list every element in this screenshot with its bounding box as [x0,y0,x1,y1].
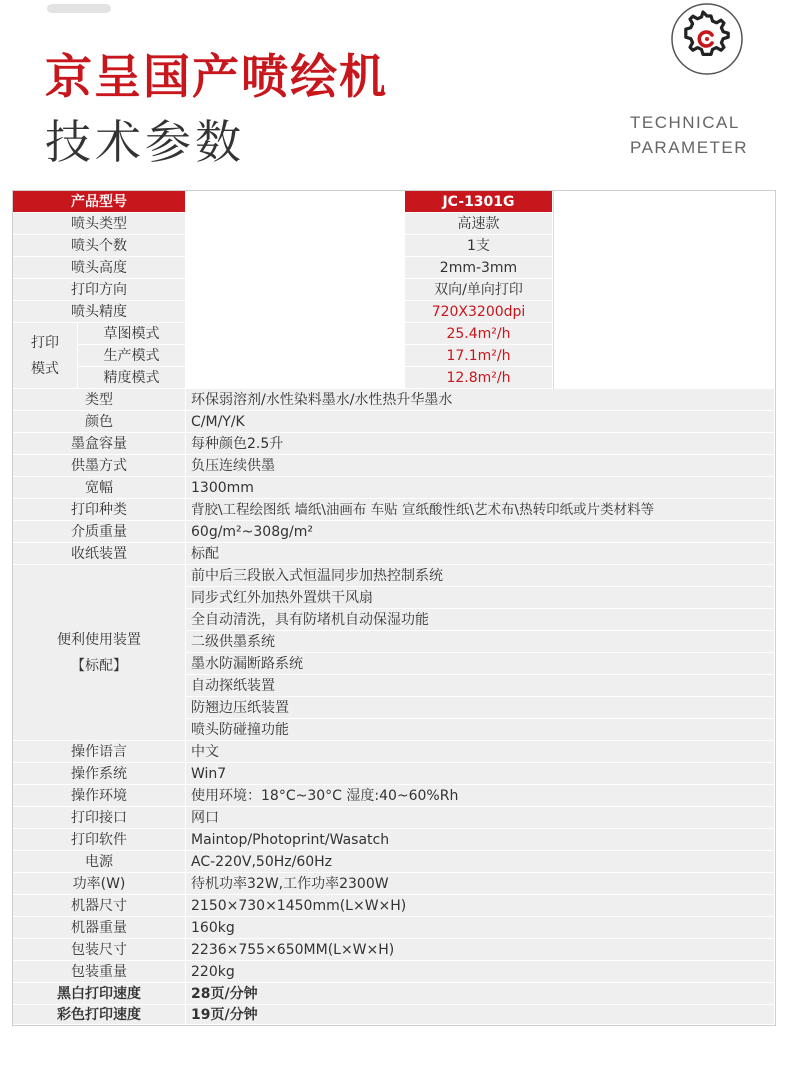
convenience-item: 防翘边压纸装置 [186,697,775,719]
spec-value: 负压连续供墨 [186,455,775,477]
spec-label: 收纸装置 [13,543,186,565]
speed-value: 19页/分钟 [186,1005,775,1025]
spec-label: 打印软件 [13,829,186,851]
spec-label: 包装尺寸 [13,939,186,961]
print-mode-label: 精度模式 [78,367,186,389]
spec-label: 打印种类 [13,499,186,521]
spec-label: 打印接口 [13,807,186,829]
spec-label: 供墨方式 [13,455,186,477]
spec-label: 喷头类型 [13,213,186,235]
top-scroll-bar [47,4,111,13]
spec-label: 宽幅 [13,477,186,499]
spec-value: 背胶\工程绘图纸 墙纸\油画布 车贴 宣纸酸性纸\艺术布\热转印纸或片类材料等 [186,499,775,521]
page-subtitle: 技术参数 [45,115,245,169]
print-mode-label: 生产模式 [78,345,186,367]
spec-label: 机器重量 [13,917,186,939]
convenience-item: 喷头防碰撞功能 [186,719,775,741]
spec-label: 操作系统 [13,763,186,785]
spec-label: 功率(W) [13,873,186,895]
spec-value: 1300mm [186,477,775,499]
convenience-item: 前中后三段嵌入式恒温同步加热控制系统 [186,565,775,587]
spec-value: 1支 [405,235,553,257]
spec-value: 160kg [186,917,775,939]
gear-logo-icon [671,3,743,75]
spec-value: 2150×730×1450mm(L×W×H) [186,895,775,917]
convenience-item: 同步式红外加热外置烘干风扇 [186,587,775,609]
convenience-item: 二级供墨系统 [186,631,775,653]
convenience-item: 自动探纸装置 [186,675,775,697]
spec-label: 电源 [13,851,186,873]
spec-value: Win7 [186,763,775,785]
spec-value: 2mm-3mm [405,257,553,279]
spec-value: 每种颜色2.5升 [186,433,775,455]
spec-value: 待机功率32W,工作功率2300W [186,873,775,895]
spec-value: 高速款 [405,213,553,235]
spec-value: 2236×755×650MM(L×W×H) [186,939,775,961]
spec-value: 网口 [186,807,775,829]
spec-label: 类型 [13,389,186,411]
spec-label: 操作语言 [13,741,186,763]
spec-value: Maintop/Photoprint/Wasatch [186,829,775,851]
print-mode-value: 12.8m²/h [405,367,553,389]
speed-value: 28页/分钟 [186,983,775,1005]
spec-label: 包装重量 [13,961,186,983]
spec-table [12,190,776,1026]
print-mode-value: 17.1m²/h [405,345,553,367]
print-mode-label: 草图模式 [78,323,186,345]
convenience-item: 全自动清洗，具有防堵机自动保湿功能 [186,609,775,631]
spec-label: 墨盒容量 [13,433,186,455]
spec-label: 机器尺寸 [13,895,186,917]
spec-label: 介质重量 [13,521,186,543]
spec-value: 220kg [186,961,775,983]
model-label-header: 产品型号 [13,191,186,213]
spec-value: 60g/m²~308g/m² [186,521,775,543]
spec-label: 喷头精度 [13,301,186,323]
spec-value: 中文 [186,741,775,763]
technical-parameter-label: TECHNICAL PARAMETER [630,113,749,157]
speed-label: 黑白打印速度 [13,983,186,1005]
convenience-item: 墨水防漏断路系统 [186,653,775,675]
spec-value: 双向/单向打印 [405,279,553,301]
print-mode-group-label: 打印 模式 [13,323,78,389]
model-value-header: JC-1301G [405,191,553,213]
spec-label: 打印方向 [13,279,186,301]
column-divider [553,191,554,389]
spec-value: 720X3200dpi [405,301,553,323]
spec-label: 颜色 [13,411,186,433]
spec-value: AC-220V,50Hz/60Hz [186,851,775,873]
page-title: 京呈国产喷绘机 [45,50,388,105]
spec-value: C/M/Y/K [186,411,775,433]
spec-value: 使用环境：18°C~30°C 湿度:40~60%Rh [186,785,775,807]
spec-value: 标配 [186,543,775,565]
spec-value: 环保弱溶剂/水性染料墨水/水性热升华墨水 [186,389,775,411]
convenience-group-label: 便利使用装置 【标配】 [13,565,186,741]
spec-label: 操作环境 [13,785,186,807]
print-mode-value: 25.4m²/h [405,323,553,345]
spec-label: 喷头高度 [13,257,186,279]
speed-label: 彩色打印速度 [13,1005,186,1025]
spec-label: 喷头个数 [13,235,186,257]
